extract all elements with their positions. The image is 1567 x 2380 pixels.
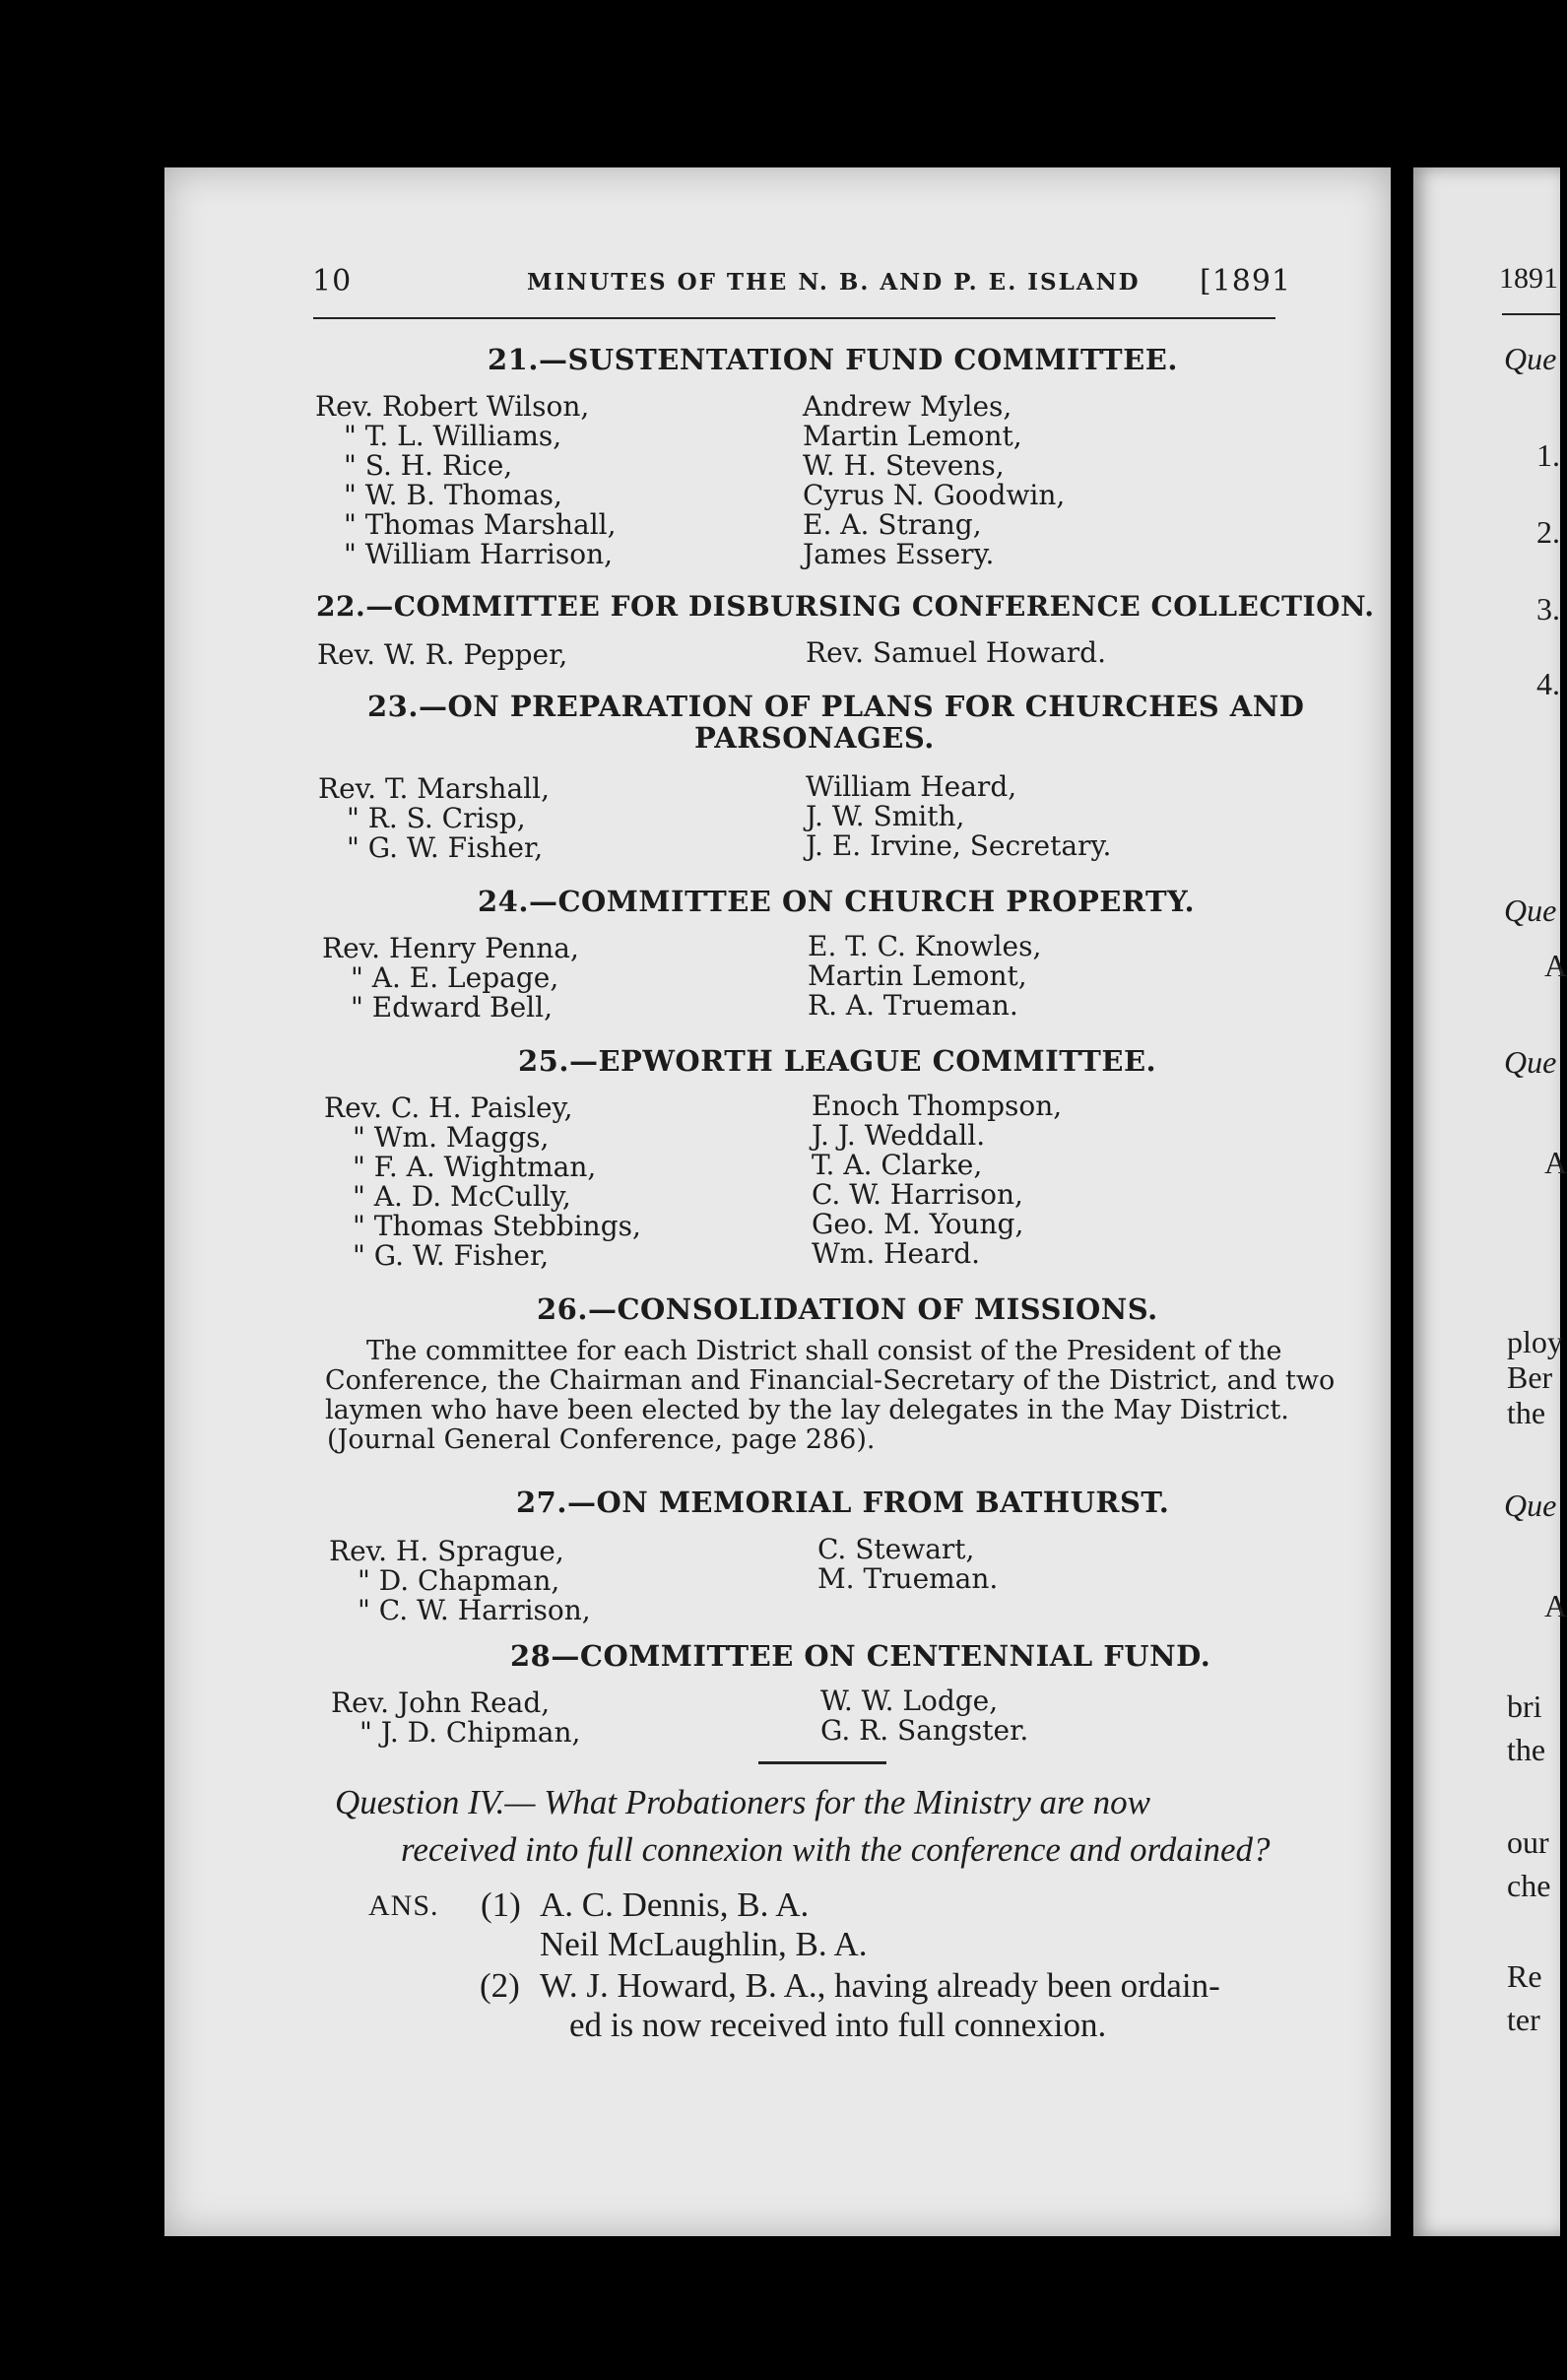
- adjacent-year: 1891: [1499, 262, 1558, 295]
- member-name: G. R. Sangster.: [820, 1714, 1029, 1747]
- adjacent-fragment: Que: [1504, 341, 1557, 376]
- answer-label: ANS.: [368, 1889, 439, 1922]
- member-name: " Wm. Maggs,: [353, 1121, 550, 1154]
- member-name: " J. D. Chipman,: [359, 1716, 581, 1749]
- adjacent-fragment: Re: [1507, 1958, 1542, 1994]
- member-name: Cyrus N. Goodwin,: [803, 479, 1066, 511]
- section-heading-cont: PARSONAGES.: [694, 721, 935, 755]
- member-name: " F. A. Wightman,: [353, 1151, 597, 1183]
- member-name: R. A. Trueman.: [808, 989, 1018, 1022]
- member-name: J. J. Weddall.: [812, 1119, 986, 1152]
- member-name: " T. L. Williams,: [344, 420, 562, 452]
- adjacent-fragment: A: [1544, 1588, 1567, 1623]
- member-name: Martin Lemont,: [808, 959, 1027, 992]
- adjacent-fragment: 3.: [1536, 591, 1560, 627]
- member-name: " G. W. Fisher,: [347, 831, 544, 864]
- member-name: " A. E. Lepage,: [351, 961, 559, 994]
- adjacent-fragment: 2.: [1536, 514, 1560, 550]
- member-name: W. H. Stevens,: [803, 449, 1005, 482]
- answer-text: W. J. Howard, B. A., having already been ordain-: [540, 1966, 1220, 2005]
- section-heading: 23.—ON PREPARATION OF PLANS FOR CHURCHES AND: [367, 690, 1305, 723]
- question-heading-cont: received into full connexion with the conference and ordained?: [401, 1830, 1271, 1869]
- member-name: Rev. C. H. Paisley,: [324, 1091, 573, 1124]
- answer-number: (1): [481, 1885, 521, 1924]
- paragraph-line: Conference, the Chairman and Financial-Secretary of the District, and two: [325, 1365, 1336, 1396]
- adjacent-fragment: the: [1507, 1395, 1546, 1430]
- member-name: Geo. M. Young,: [812, 1208, 1024, 1240]
- member-name: C. W. Harrison,: [812, 1178, 1023, 1211]
- member-name: " W. B. Thomas,: [344, 479, 562, 511]
- member-name: " Thomas Stebbings,: [353, 1210, 641, 1242]
- section-heading: 24.—COMMITTEE ON CHURCH PROPERTY.: [478, 885, 1196, 918]
- page-number: 10: [312, 264, 353, 298]
- adjacent-fragment: 4.: [1536, 666, 1560, 701]
- adjacent-fragment: A: [1544, 1145, 1567, 1180]
- member-name: James Essery.: [803, 538, 995, 570]
- member-name: T. A. Clarke,: [812, 1149, 983, 1181]
- section-heading: 27.—ON MEMORIAL FROM BATHURST.: [516, 1486, 1170, 1519]
- answer-text: Neil McLaughlin, B. A.: [540, 1925, 868, 1963]
- adjacent-fragment: our: [1507, 1824, 1549, 1860]
- member-name: " S. H. Rice,: [344, 449, 513, 482]
- member-name: " R. S. Crisp,: [347, 802, 526, 834]
- member-name: Rev. T. Marshall,: [318, 772, 550, 805]
- adjacent-fragment: Que: [1504, 1044, 1557, 1080]
- member-name: J. W. Smith,: [806, 800, 965, 832]
- adjacent-fragment: bri: [1507, 1688, 1542, 1724]
- member-name: William Heard,: [806, 770, 1017, 803]
- adjacent-fragment: che: [1507, 1868, 1551, 1903]
- answer-text: ed is now received into full connexion.: [569, 2006, 1107, 2044]
- adjacent-fragment: Que: [1504, 1488, 1557, 1523]
- member-name: " Edward Bell,: [351, 991, 553, 1024]
- section-heading: 26.—CONSOLIDATION OF MISSIONS.: [537, 1292, 1158, 1326]
- running-header: MINUTES OF THE N. B. AND P. E. ISLAND: [527, 269, 1141, 296]
- member-name: " Thomas Marshall,: [344, 508, 617, 541]
- section-divider: [758, 1761, 886, 1764]
- adjacent-fragment: Ber: [1507, 1359, 1553, 1395]
- member-name: E. T. C. Knowles,: [808, 930, 1042, 962]
- adjacent-fragment: ter: [1507, 2002, 1540, 2037]
- header-rule: [313, 317, 1275, 319]
- adjacent-fragment: ploy: [1507, 1324, 1563, 1359]
- adjacent-fragment: 1.: [1536, 437, 1560, 473]
- section-heading: 22.—COMMITTEE FOR DISBURSING CONFERENCE COLLECTION.: [316, 590, 1375, 623]
- member-name: " G. W. Fisher,: [353, 1239, 550, 1272]
- member-name: C. Stewart,: [817, 1533, 975, 1565]
- member-name: Wm. Heard.: [812, 1237, 981, 1270]
- member-name: Martin Lemont,: [803, 420, 1022, 452]
- adjacent-fragment: the: [1507, 1732, 1546, 1767]
- member-name: E. A. Strang,: [803, 508, 982, 541]
- member-name: M. Trueman.: [817, 1562, 999, 1595]
- adjacent-rule: [1502, 313, 1560, 315]
- answer-number: (2): [480, 1966, 520, 2005]
- section-heading: 25.—EPWORTH LEAGUE COMMITTEE.: [518, 1044, 1157, 1078]
- adjacent-page-edge: [1413, 167, 1560, 2236]
- paragraph-line: laymen who have been elected by the lay delegates in the May District.: [325, 1395, 1289, 1425]
- adjacent-fragment: Que: [1504, 892, 1557, 928]
- member-name: Andrew Myles,: [803, 390, 1012, 423]
- member-name: Rev. John Read,: [331, 1686, 551, 1719]
- member-name: Rev. Henry Penna,: [322, 932, 579, 964]
- answer-text: A. C. Dennis, B. A.: [540, 1885, 810, 1924]
- member-name: " D. Chapman,: [358, 1564, 560, 1597]
- member-name: Rev. Robert Wilson,: [315, 390, 590, 423]
- member-name: " A. D. McCully,: [353, 1180, 571, 1213]
- member-name: W. W. Lodge,: [820, 1685, 999, 1717]
- section-heading: 21.—SUSTENTATION FUND COMMITTEE.: [488, 343, 1178, 376]
- header-year: [1891: [1200, 264, 1292, 298]
- paragraph-line: (Journal General Conference, page 286).: [327, 1424, 876, 1455]
- question-heading: Question IV.— What Probationers for the Ministry are now: [335, 1783, 1150, 1821]
- member-name: " William Harrison,: [344, 538, 614, 570]
- member-name: Rev. H. Sprague,: [329, 1535, 564, 1567]
- member-name: " C. W. Harrison,: [358, 1594, 591, 1626]
- adjacent-fragment: A: [1544, 948, 1567, 983]
- member-name: Enoch Thompson,: [812, 1090, 1063, 1122]
- member-name: Rev. W. R. Pepper,: [317, 638, 568, 671]
- section-heading: 28—COMMITTEE ON CENTENNIAL FUND.: [510, 1639, 1211, 1673]
- member-name: J. E. Irvine, Secretary.: [806, 829, 1112, 862]
- member-name: Rev. Samuel Howard.: [806, 636, 1106, 669]
- paragraph-line: The committee for each District shall consist of the President of the: [366, 1336, 1282, 1366]
